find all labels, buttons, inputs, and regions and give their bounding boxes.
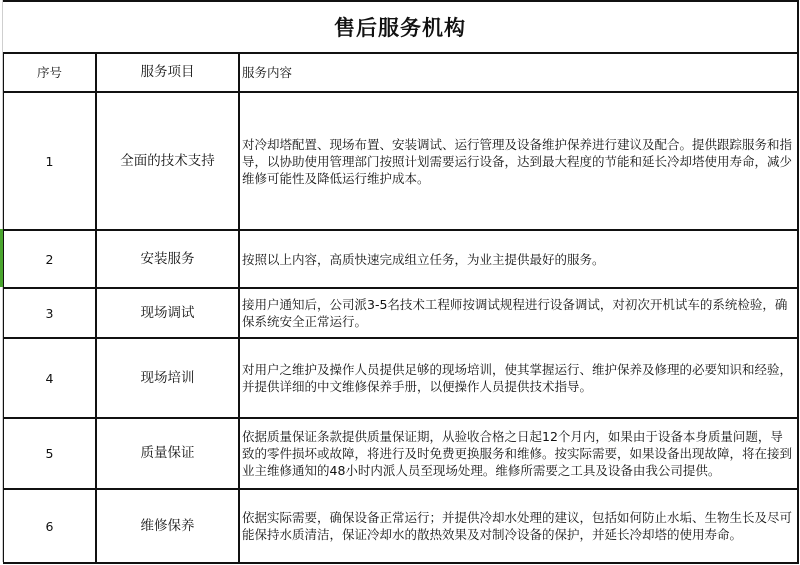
service-item[interactable]: 现场调试 (96, 288, 239, 338)
document-title[interactable]: 售后服务机构 (3, 0, 799, 52)
service-content[interactable]: 对冷却塔配置、现场布置、安装调试、运行管理及设备维护保养进行建议及配合。提供跟踪服务和指导，以协助使用管理部门按照计划需要运行设备，达到最大程度的节能和延长冷却塔使用寿命，减少维修可能性及降低运行维护成本。 (239, 92, 798, 230)
service-item[interactable]: 全面的技术支持 (96, 92, 239, 230)
spreadsheet (2, 0, 799, 562)
row-number[interactable]: 1 (4, 92, 97, 230)
header-no[interactable]: 序号 (4, 53, 97, 92)
table-row (4, 288, 799, 338)
service-item[interactable]: 质量保证 (96, 418, 239, 489)
table-row (4, 418, 799, 489)
header-service-content[interactable]: 服务内容 (239, 53, 798, 92)
row-number[interactable]: 3 (4, 288, 97, 338)
service-content[interactable]: 依据质量保证条款提供质量保证期，从验收合格之日起12个月内，如果由于设备本身质量问题，导致的零件损坏或故障，将进行及时免费更换服务和维修。按实际需要，如果设备出现故障，将在接到业主维修通知的48小时内派人员至现场处理。维修所需要之工具及设备由我公司提供。 (239, 418, 798, 489)
service-item[interactable]: 安装服务 (96, 230, 239, 288)
row-number[interactable]: 2 (4, 230, 97, 288)
table-row (4, 230, 799, 288)
table-row (4, 338, 799, 418)
table-row (4, 92, 799, 230)
row-number[interactable]: 4 (4, 338, 97, 418)
service-content[interactable]: 接用户通知后，公司派3-5名技术工程师按调试规程进行设备调试，对初次开机试车的系统检验，确保系统安全正常运行。 (239, 288, 798, 338)
service-content[interactable]: 按照以上内容，高质快速完成组立任务，为业主提供最好的服务。 (239, 230, 798, 288)
service-content[interactable]: 对用户之维护及操作人员提供足够的现场培训，使其掌握运行、维护保养及修理的必要知识和经验，并提供详细的中文维修保养手册，以便操作人员提供技术指导。 (239, 338, 798, 418)
table-header-row (4, 53, 799, 92)
table-row (4, 489, 799, 563)
row-selection-indicator (0, 229, 3, 287)
service-item[interactable]: 现场培训 (96, 338, 239, 418)
row-number[interactable]: 5 (4, 418, 97, 489)
row-number[interactable]: 6 (4, 489, 97, 563)
service-item[interactable]: 维修保养 (96, 489, 239, 563)
service-content[interactable]: 依据实际需要，确保设备正常运行；并提供冷却水处理的建议，包括如何防止水垢、生物生长及尽可能保持水质清洁，保证冷却水的散热效果及对制冷设备的保护，并延长冷却塔的使用寿命。 (239, 489, 798, 563)
header-service-item[interactable]: 服务项目 (96, 53, 239, 92)
service-table (3, 52, 799, 564)
